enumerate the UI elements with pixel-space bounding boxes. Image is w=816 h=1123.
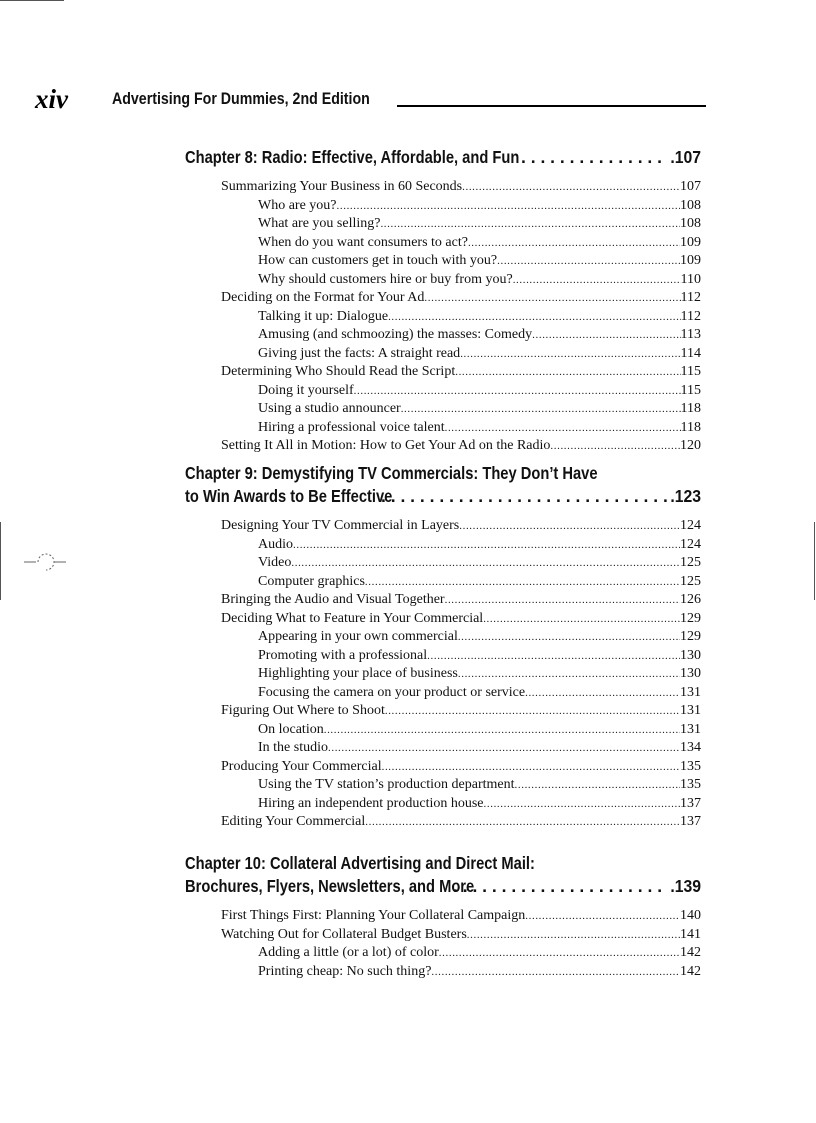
leader-dots [431,963,680,982]
leader-dots [401,400,681,419]
toc-entry[interactable] [221,591,701,610]
leader-dots [525,684,680,703]
entry-title: Talking it up: Dialogue [258,308,389,324]
chapter-title: Chapter 10: Collateral Advertising and Direct Mail: [185,853,535,873]
leader-dots [513,271,681,290]
entry-page: 135 [680,777,701,792]
leader-dots [293,536,680,555]
crop-mark-top [0,0,64,1]
leader-dots [497,252,680,271]
chapter-entries [185,517,701,832]
toc-entry[interactable] [258,944,701,963]
toc-entry[interactable] [258,721,701,740]
leader-dots [365,813,680,832]
entry-page: 124 [680,536,701,552]
toc-entry[interactable] [221,289,701,308]
leader-dots [525,907,680,926]
entry-title: Deciding What to Feature in Your Commercial [221,610,484,626]
entry-title: Adding a little (or a lot) of color [258,945,439,960]
leader-dots [382,758,680,777]
header-rule [397,105,706,107]
entry-title: First Things First: Planning Your Collateral Campaign [221,908,526,923]
toc-entry[interactable] [221,610,701,629]
toc-entry[interactable] [258,795,701,814]
leader-dots [447,875,667,898]
entry-page: 137 [680,795,701,811]
chapter-10-block [185,852,701,981]
registration-mark-icon [24,549,70,575]
chapter-title-continued: to Win Awards to Be Effective [185,486,393,506]
entry-title: Printing cheap: No such thing? [258,963,432,979]
entry-page: 130 [680,666,701,681]
leader-dots [388,308,680,327]
entry-title: Determining Who Should Read the Script [221,364,456,379]
entry-page: 134 [680,740,701,755]
entry-page: 124 [680,518,701,533]
leader-dots [462,178,680,197]
chapter-heading-line-2[interactable] [185,485,701,508]
toc-entry[interactable] [258,573,701,592]
entry-page: 142 [680,963,701,979]
entry-title: Bringing the Audio and Visual Together [221,592,445,607]
toc-entry[interactable] [258,252,701,271]
entry-title: How can customers get in touch with you? [258,253,498,268]
entry-page: 107 [680,179,701,194]
entry-title: Amusing (and schmoozing) the masses: Comedy [258,327,533,342]
entry-page: 109 [680,253,701,268]
toc-entry[interactable] [258,234,701,253]
entry-page: 131 [680,721,701,737]
entry-page: 126 [680,592,701,607]
entry-title: Hiring an independent production house [258,795,484,811]
chapter-heading[interactable] [185,146,701,169]
entry-page: 113 [680,327,701,342]
entry-page: 109 [680,234,701,250]
entry-page: 142 [680,945,701,960]
toc-entry[interactable] [258,197,701,216]
entry-title: Highlighting your place of business [258,666,458,681]
chapter-8-block [185,146,701,457]
leader-dots [484,795,680,814]
page-folio: xiv [35,84,68,114]
leader-dots [550,437,680,456]
leader-dots [458,665,680,684]
entry-title: Video [258,555,292,570]
entry-title: Producing Your Commercial [221,758,382,774]
entry-page: 130 [680,647,701,663]
entry-page: 108 [680,216,701,231]
toc-entry[interactable] [221,178,701,197]
chapter-title: Chapter 9: Demystifying TV Commercials: They Don’t Have [185,463,598,483]
entry-title: Hiring a professional voice talent [258,419,445,435]
entry-page: 120 [680,438,701,453]
chapter-heading-line-1[interactable] [185,852,701,875]
entry-page: 112 [680,308,701,324]
entry-title: Doing it yourself [258,382,354,398]
entry-page: 118 [680,419,701,435]
entry-title: Editing Your Commercial [221,814,366,829]
entry-page: 110 [680,271,701,287]
leader-dots [324,721,680,740]
entry-page: 141 [680,926,701,942]
leader-dots [460,345,680,364]
entry-page: 131 [680,703,701,718]
toc-entry[interactable] [258,326,701,345]
entry-title: Figuring Out Where to Shoot [221,703,385,718]
table-of-contents [185,146,701,986]
entry-title: Focusing the camera on your product or service [258,684,526,700]
leader-dots [468,234,680,253]
leader-dots [532,326,680,345]
leader-dots [483,610,680,629]
toc-entry[interactable] [258,400,701,419]
entry-title: In the studio [258,740,328,755]
toc-entry[interactable] [258,554,701,573]
leader-dots [291,554,680,573]
leader-dots [424,289,680,308]
chapter-page: .139 [670,876,701,896]
entry-page: 140 [680,908,701,923]
toc-entry[interactable] [258,628,701,647]
leader-dots [467,926,680,945]
toc-entry[interactable] [258,345,701,364]
chapter-title-continued: Brochures, Flyers, Newsletters, and More [185,876,475,896]
chapter-title: Chapter 8: Radio: Effective, Affordable, and Fun [185,147,520,167]
chapter-heading-line-2[interactable] [185,875,701,898]
entry-page: 114 [680,345,701,361]
entry-page: 125 [680,573,701,589]
entry-title: Audio [258,536,293,552]
leader-dots [385,702,680,721]
entry-title: When do you want consumers to act? [258,234,468,250]
running-header [35,84,706,114]
entry-title: On location [258,721,324,737]
entry-page: 129 [680,629,701,644]
leader-dots [328,739,680,758]
entry-page: 129 [680,610,701,626]
entry-title: Giving just the facts: A straight read [258,345,461,361]
entry-title: Summarizing Your Business in 60 Seconds [221,179,463,194]
toc-entry[interactable] [258,271,701,290]
entry-page: 131 [680,684,701,700]
entry-page: 125 [680,555,701,570]
entry-page: 118 [680,401,701,416]
toc-entry[interactable] [221,517,701,536]
entry-title: Computer graphics [258,573,365,589]
toc-entry[interactable] [221,363,701,382]
chapter-heading-line-1[interactable] [185,462,701,485]
toc-entry[interactable] [221,758,701,777]
toc-entry[interactable] [258,963,701,982]
toc-entry[interactable] [258,382,701,401]
leader-dots [337,197,680,216]
leader-dots [459,517,680,536]
toc-entry[interactable] [221,702,701,721]
entry-page: 115 [680,382,701,398]
leader-dots [380,215,680,234]
entry-title: What are you selling? [258,216,381,231]
entry-title: Why should customers hire or buy from you? [258,271,513,287]
entry-title: Setting It All in Motion: How to Get Your Ad on the Radio [221,438,551,453]
entry-title: Using the TV station’s production department [258,777,515,792]
chapter-page: .107 [670,147,701,167]
leader-dots [427,647,680,666]
chapter-9-block [185,462,701,847]
chapter-entries [185,178,701,456]
leader-dots [445,419,681,438]
entry-page: 108 [680,197,701,213]
entry-page: 137 [680,814,701,829]
toc-entry[interactable] [258,739,701,758]
entry-page: 112 [680,290,701,305]
entry-title: Using a studio announcer [258,401,401,416]
leader-dots [439,944,680,963]
entry-page: 135 [680,758,701,774]
toc-entry[interactable] [258,419,701,438]
leader-dots [515,776,680,795]
leader-dots [455,363,680,382]
leader-dots [458,628,680,647]
leader-dots [515,146,667,169]
toc-entry[interactable] [221,437,701,456]
toc-entry[interactable] [258,308,701,327]
toc-entry[interactable] [221,926,701,945]
leader-dots [354,382,681,401]
entry-title: Appearing in your own commercial [258,629,458,644]
crop-mark-left [0,522,1,600]
entry-title: Who are you? [258,197,337,213]
toc-entry[interactable] [221,813,701,832]
entry-title: Designing Your TV Commercial in Layers [221,518,460,533]
toc-entry[interactable] [258,647,701,666]
leader-dots [445,591,680,610]
entry-title: Deciding on the Format for Your Ad [221,290,425,305]
crop-mark-right [814,522,815,600]
toc-entry[interactable] [258,684,701,703]
leader-dots [375,485,667,508]
leader-dots [365,573,680,592]
entry-page: 115 [680,364,701,379]
entry-title: Promoting with a professional [258,647,428,663]
toc-entry[interactable] [258,536,701,555]
entry-title: Watching Out for Collateral Budget Busters [221,926,467,942]
toc-entry[interactable] [258,215,701,234]
book-title: Advertising For Dummies, 2nd Edition [112,90,370,108]
chapter-entries [185,907,701,981]
toc-entry[interactable] [258,776,701,795]
chapter-page: .123 [670,486,701,506]
toc-entry[interactable] [258,665,701,684]
toc-entry[interactable] [221,907,701,926]
